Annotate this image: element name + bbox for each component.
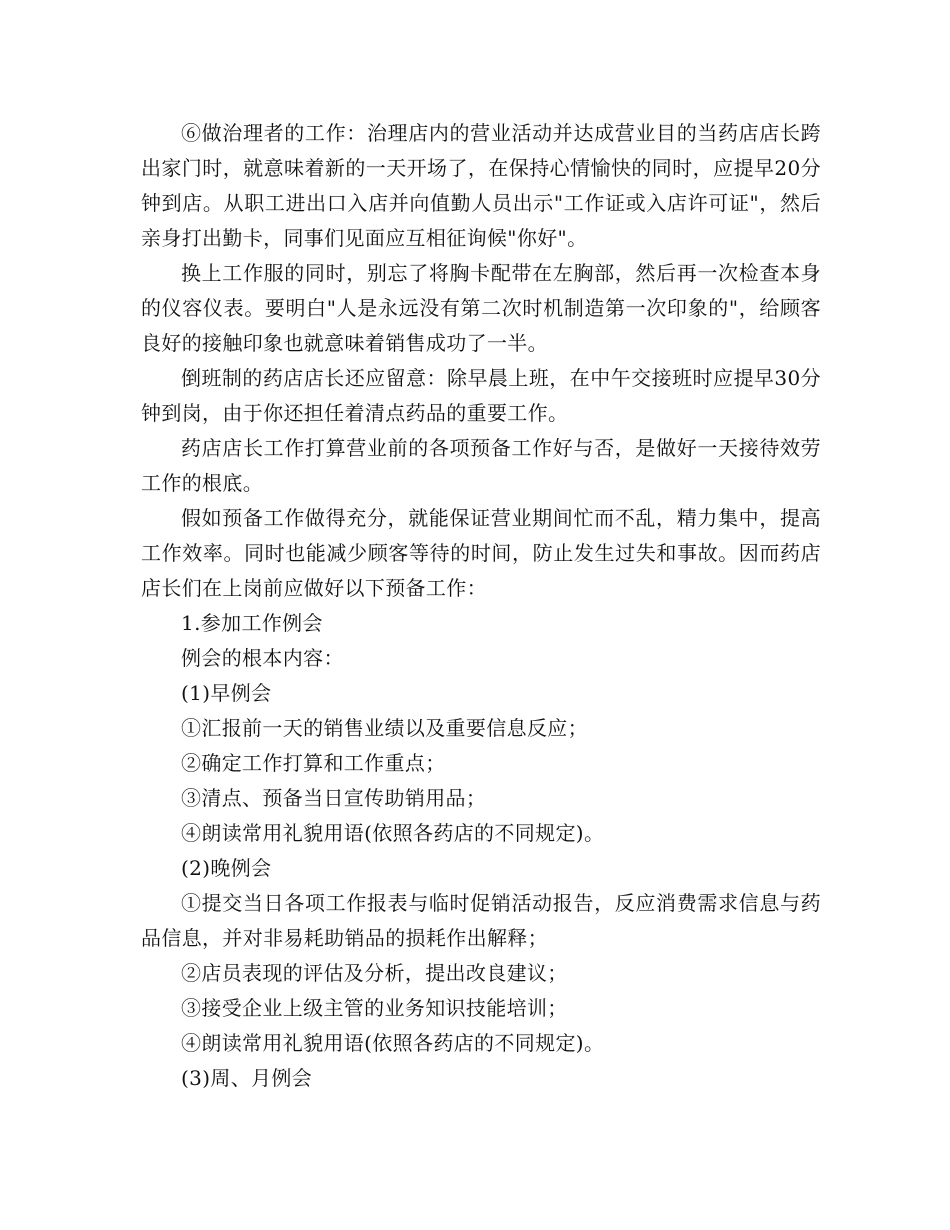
list-item: ②确定工作打算和工作重点； xyxy=(181,751,446,775)
paragraph: 药店店长工作打算营业前的各项预备工作好与否，是做好一天接待效劳工作的根底。 xyxy=(141,436,821,495)
list-item: ④朗读常用礼貌用语(依照各药店的不同规定)。 xyxy=(181,1031,605,1055)
subsection-heading: (3)周、月例会 xyxy=(181,1066,313,1090)
section-heading: 1.参加工作例会 xyxy=(181,611,323,635)
list-item: ②店员表现的评估及分析，提出改良建议； xyxy=(181,961,568,985)
paragraph: 假如预备工作做得充分，就能保证营业期间忙而不乱，精力集中，提高工作效率。同时也能减少顾客等待的时间，防止发生过失和事故。因而药店店长们在上岗前应做好以下预备工作： xyxy=(141,506,821,600)
subsection-heading: (2)晚例会 xyxy=(181,856,272,880)
list-item: ③清点、预备当日宣传助销用品； xyxy=(181,786,487,810)
list-item: ①汇报前一天的销售业绩以及重要信息反应； xyxy=(181,716,588,740)
paragraph: ⑥做治理者的工作：治理店内的营业活动并达成营业目的当药店店长跨出家门时，就意味着新的一天开场了，在保持心情愉快的同时，应提早20分钟到店。从职工进出口入店并向值勤人员出示"工作证或入店许可证"，然后亲身打出勤卡，同事们见面应互相征询候"你好"。 xyxy=(141,121,821,250)
list-item: ④朗读常用礼貌用语(依照各药店的不同规定)。 xyxy=(181,821,605,845)
subsection-heading: (1)早例会 xyxy=(181,681,272,705)
document-body xyxy=(141,116,821,1096)
paragraph: 换上工作服的同时，别忘了将胸卡配带在左胸部，然后再一次检查本身的仪容仪表。要明白"人是永远没有第二次时机制造第一次印象的"，给顾客良好的接触印象也就意味着销售成功了一半。 xyxy=(141,261,821,355)
list-item: ①提交当日各项工作报表与临时促销活动报告，反应消费需求信息与药品信息，并对非易耗助销品的损耗作出解释； xyxy=(141,891,821,950)
paragraph: 例会的根本内容： xyxy=(181,646,344,670)
paragraph: 倒班制的药店店长还应留意：除早晨上班，在中午交接班时应提早30分钟到岗，由于你还担任着清点药品的重要工作。 xyxy=(141,366,821,425)
list-item: ③接受企业上级主管的业务知识技能培训； xyxy=(181,996,568,1020)
